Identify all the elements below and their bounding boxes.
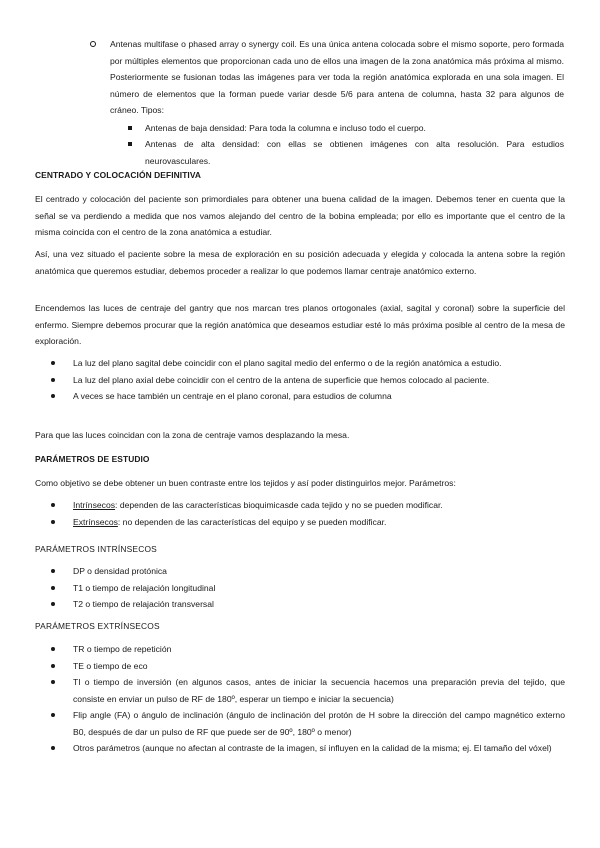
list-item xyxy=(90,36,564,119)
subitem-text: Antenas de alta densidad: con ellas se obtienen imágenes con alta resolución. Para estudios neurovasculares. xyxy=(145,139,564,166)
centrado-p4 xyxy=(35,427,565,444)
list-item xyxy=(35,355,565,372)
list-item xyxy=(35,740,565,757)
list-item-text: T2 o tiempo de relajación transversal xyxy=(73,599,214,609)
bullet-icon xyxy=(51,520,55,524)
intro-sublist xyxy=(126,120,564,170)
bullet-icon xyxy=(51,394,55,398)
list-item-text: T1 o tiempo de relajación longitudinal xyxy=(73,582,216,593)
intro-section xyxy=(90,36,564,169)
list-item xyxy=(35,658,565,675)
bullet-icon xyxy=(51,378,55,382)
list-item xyxy=(35,580,565,597)
list-item xyxy=(35,641,565,658)
list-item xyxy=(35,563,565,580)
paragraph: Como objetivo se debe obtener un buen contraste entre los tejidos y así poder distinguirlos mejor. Parámetros: xyxy=(35,478,456,488)
list-item xyxy=(35,596,565,613)
bullet-icon xyxy=(51,680,55,684)
list-item-text: DP o densidad protónica xyxy=(73,566,167,576)
list-item xyxy=(35,388,565,405)
paragraph: Así, una vez situado el paciente sobre la mesa de exploración en su posición adecuada y elegida y colocada la antena sobre la región anatómica que queremos estudiar, debemos proceder a realizar lo que podemos llamar centraje anatómico externo. xyxy=(35,249,565,276)
bullet-icon xyxy=(51,361,55,365)
list-item xyxy=(126,136,564,169)
section-heading-centrado: CENTRADO Y COLOCACIÓN DEFINITIVA xyxy=(35,170,202,180)
list-item xyxy=(35,372,565,389)
parametros-p1 xyxy=(35,475,565,492)
list-item xyxy=(35,674,565,707)
intrinsecos-list xyxy=(35,563,565,613)
list-item xyxy=(126,120,564,137)
square-bullet-icon xyxy=(128,142,132,146)
list-item-text: A veces se hace también un centraje en el plano coronal, para estudios de columna xyxy=(73,391,392,401)
term-description: : no dependen de las características del equipo y se pueden modificar. xyxy=(117,516,387,527)
list-item-text: TI o tiempo de inversión (en algunos casos, antes de iniciar la secuencia hacemos una preparación previa del tejido, que consiste en enviar un pulso de RF de 180º, esperar un tiempo e iniciar la secuencia) xyxy=(73,677,565,704)
list-item-text: TR o tiempo de repetición xyxy=(73,644,172,654)
parametros-list xyxy=(35,497,565,530)
bullet-icon xyxy=(51,664,55,668)
circle-bullet-icon xyxy=(90,41,96,47)
section-heading-extrinsecos: PARÁMETROS EXTRÍNSECOS xyxy=(35,621,160,631)
list-item-text: Otros parámetros (aunque no afectan al contraste de la imagen, sí influyen en la calidad de la misma; ej. El tamaño del vóxel) xyxy=(73,743,552,753)
list-item-text: La luz del plano axial debe coincidir con el centro de la antena de superficie que hemos colocado al paciente. xyxy=(73,374,490,385)
paragraph: Encendemos las luces de centraje del gantry que nos marcan tres planos ortogonales (axial, sagital y coronal) sobre la superficie del enfermo. Siempre debemos procurar que la región anatómica que deseamos estudiar esté lo más próxima posible al centro de la mesa de exploración. xyxy=(35,303,565,346)
intro-item-text: Antenas multifase o phased array o synergy coil. Es una única antena colocada sobre el mismo soporte, pero formada por múltiples elementos que proporcionan cada uno de ellos una imagen de la zona anatómica más próxima al mismo. Posteriormente se fusionan todas las imágenes para ver toda la región anatómica explorada en una sola imagen. El número de elementos que la forman puede variar desde 5/6 para antena de columna, hasta 32 para algunos de cráneo. Tipos: xyxy=(110,39,564,115)
centrado-p1 xyxy=(35,191,565,241)
term-description: : dependen de las características bioquimicasde cada tejido y no se pueden modificar. xyxy=(115,500,443,510)
centrado-p3 xyxy=(35,300,565,350)
bullet-icon xyxy=(51,647,55,651)
square-bullet-icon xyxy=(128,126,132,130)
term: Extrínsecos xyxy=(73,516,118,527)
bullet-icon xyxy=(51,569,55,573)
centrado-p2 xyxy=(35,246,565,279)
term: Intrínsecos xyxy=(73,500,116,510)
bullet-icon xyxy=(51,586,55,590)
centrado-list xyxy=(35,355,565,405)
list-item-text: Flip angle (FA) o ángulo de inclinación (ángulo de inclinación del protón de H sobre la dirección del campo magnético externo B0, después de dar un pulso de RF que puede ser de 90º, 180º o menor) xyxy=(73,710,565,737)
section-heading-parametros: PARÁMETROS DE ESTUDIO xyxy=(35,454,150,464)
bullet-icon xyxy=(51,503,55,507)
list-item-text: La luz del plano sagital debe coincidir con el plano sagital medio del enfermo o de la región anatómica a estudio. xyxy=(73,358,502,368)
paragraph: Para que las luces coincidan con la zona de centraje vamos desplazando la mesa. xyxy=(35,430,350,440)
bullet-icon xyxy=(51,713,55,717)
list-item-text: TE o tiempo de eco xyxy=(73,660,148,671)
subitem-text: Antenas de baja densidad: Para toda la columna e incluso todo el cuerpo. xyxy=(145,122,426,133)
intro-list xyxy=(90,36,564,119)
extrinsecos-list xyxy=(35,641,565,757)
section-heading-intrinsecos: PARÁMETROS INTRÍNSECOS xyxy=(35,544,157,554)
list-item xyxy=(35,497,565,514)
bullet-icon xyxy=(51,746,55,750)
list-item xyxy=(35,707,565,740)
paragraph: El centrado y colocación del paciente son primordiales para obtener una buena calidad de la imagen. Debemos tener en cuenta que la señal se va perdiendo a medida que nos vamos alejando del centro de la bobina empleada; por ello es importante que el centro de la misma coincida con el centro de la zona anatómica a estudiar. xyxy=(35,194,565,237)
bullet-icon xyxy=(51,602,55,606)
list-item xyxy=(35,514,565,531)
